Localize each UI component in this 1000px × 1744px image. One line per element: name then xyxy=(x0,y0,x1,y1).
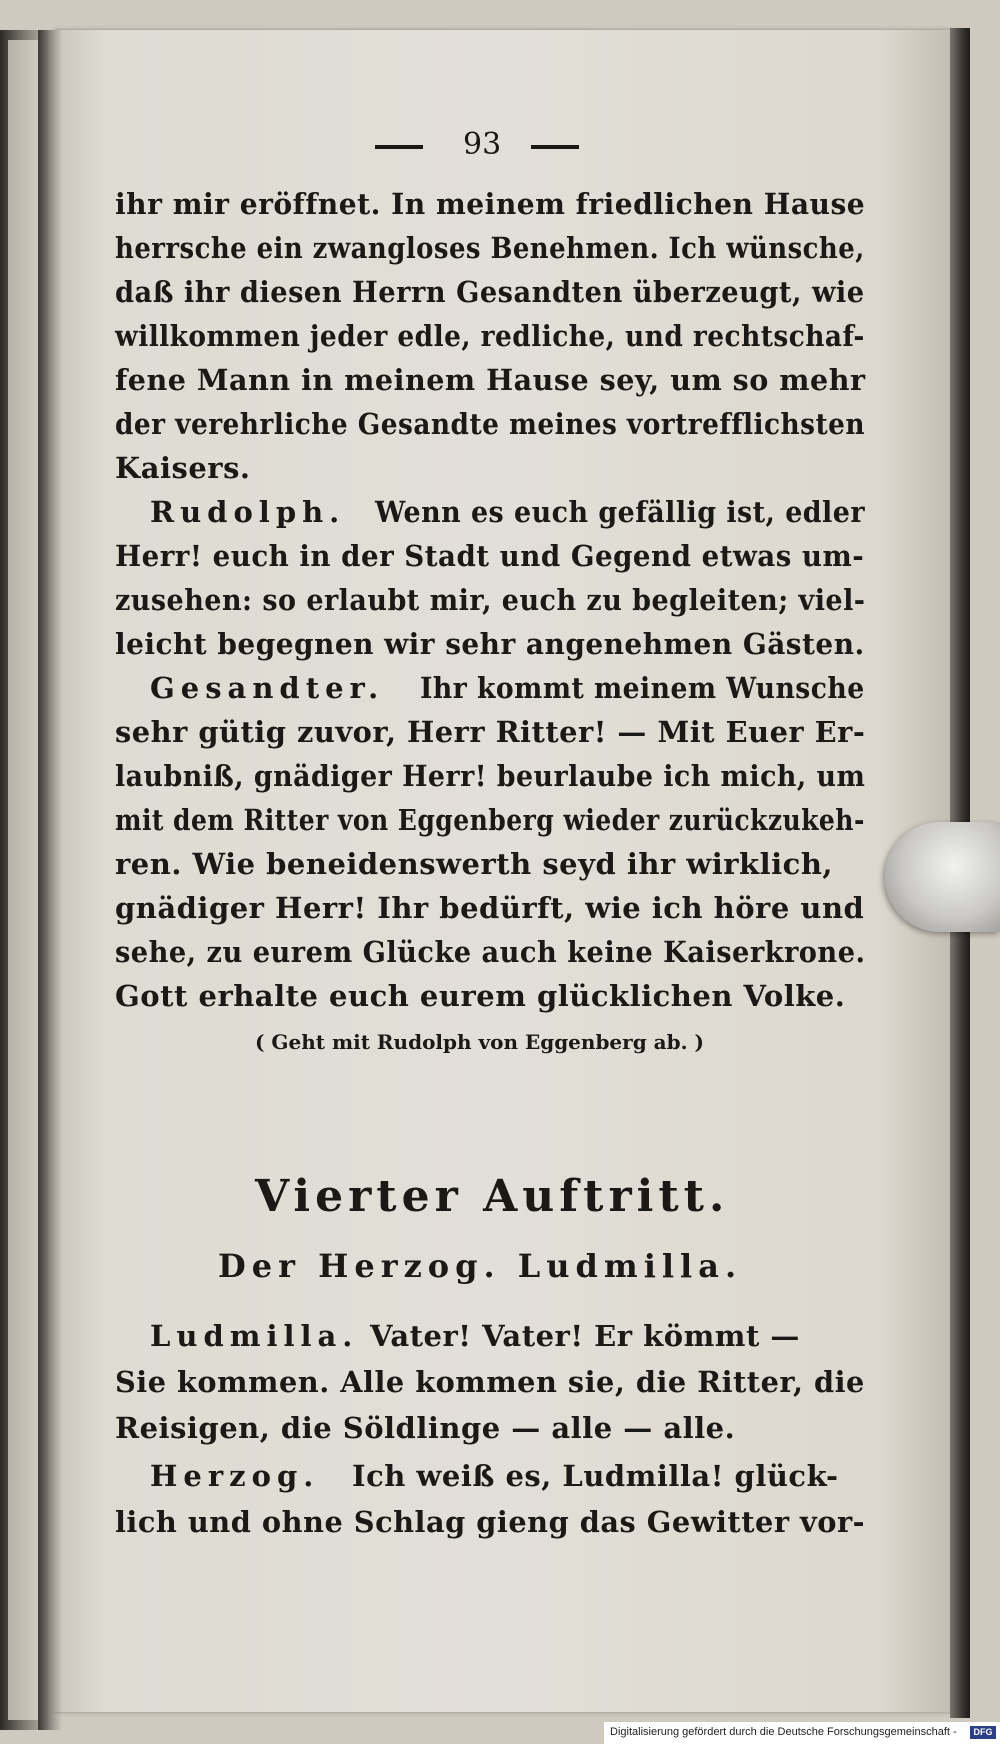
speaker-name: Herzog. xyxy=(150,1459,320,1493)
text-line: willkommen jeder edle, redliche, und rechtschaf- xyxy=(115,319,865,353)
header-dash-right xyxy=(531,145,579,149)
text-line: ren. Wie beneidenswerth seyd ihr wirklich, xyxy=(115,847,834,881)
header-dash-left xyxy=(375,145,423,149)
text-line: gnädiger Herr! Ihr bedürft, wie ich höre und xyxy=(115,891,865,925)
text-line: Vater! Vater! Er kömmt — xyxy=(370,1319,800,1353)
text-line: Sie kommen. Alle kommen sie, die Ritter, die xyxy=(115,1365,865,1399)
speaker-name: Gesandter. xyxy=(150,671,385,705)
text-line: zusehen: so erlaubt mir, euch zu begleiten; viel- xyxy=(115,583,866,617)
speaker-name: Ludmilla. xyxy=(150,1319,359,1353)
text-line: Ich weiß es, Ludmilla! glück- xyxy=(352,1459,839,1493)
text-line: sehe, zu eurem Glücke auch keine Kaiserkrone. xyxy=(115,935,866,969)
dfg-logo: DFG xyxy=(970,1726,996,1739)
text-line: laubniß, gnädiger Herr! beurlaube ich mich, um xyxy=(115,759,866,793)
page-number: 93 xyxy=(463,127,502,162)
text-line: daß ihr diesen Herrn Gesandten überzeugt, wie xyxy=(115,275,865,309)
digitization-credit-bar xyxy=(604,1722,1000,1744)
digitization-credit: Digitalisierung gefördert durch die Deutsche Forschungsgemeinschaft - xyxy=(610,1726,957,1738)
text-line: ihr mir eröffnet. In meinem friedlichen Hause xyxy=(115,187,866,221)
page-holder-clip xyxy=(885,822,1000,932)
text-line: Ihr kommt meinem Wunsche xyxy=(420,671,865,705)
scene-heading: Vierter Auftritt. xyxy=(255,1171,730,1222)
text-line: Wenn es euch gefällig ist, edler xyxy=(375,495,865,529)
page-header xyxy=(375,127,595,167)
text-line: herrsche ein zwangloses Benehmen. Ich wünsche, xyxy=(115,231,865,265)
text-line: Gott erhalte euch eurem glücklichen Volke. xyxy=(115,979,846,1013)
text-line: mit dem Ritter von Eggenberg wieder zurückzukeh- xyxy=(115,803,865,837)
spine-shadow xyxy=(38,30,62,1730)
previous-page-sliver xyxy=(8,40,38,1720)
text-line: Reisigen, die Söldlinge — alle — alle. xyxy=(115,1411,736,1445)
text-line: Herr! euch in der Stadt und Gegend etwas um- xyxy=(115,539,865,573)
text-line: leicht begegnen wir sehr angenehmen Gästen. xyxy=(115,627,865,661)
speaker-name: Rudolph. xyxy=(150,495,346,529)
text-line: der verehrliche Gesandte meines vortrefflichsten xyxy=(115,407,865,441)
scene-characters: Der Herzog. Ludmilla. xyxy=(218,1247,743,1285)
text-line: fene Mann in meinem Hause sey, um so mehr xyxy=(115,363,866,397)
text-line: Kaisers. xyxy=(115,451,251,485)
stage-direction: ( Geht mit Rudolph von Eggenberg ab. ) xyxy=(255,1030,704,1054)
text-line: lich und ohne Schlag gieng das Gewitter vor- xyxy=(115,1505,866,1539)
text-line: sehr gütig zuvor, Herr Ritter! — Mit Euer Er- xyxy=(115,715,866,749)
